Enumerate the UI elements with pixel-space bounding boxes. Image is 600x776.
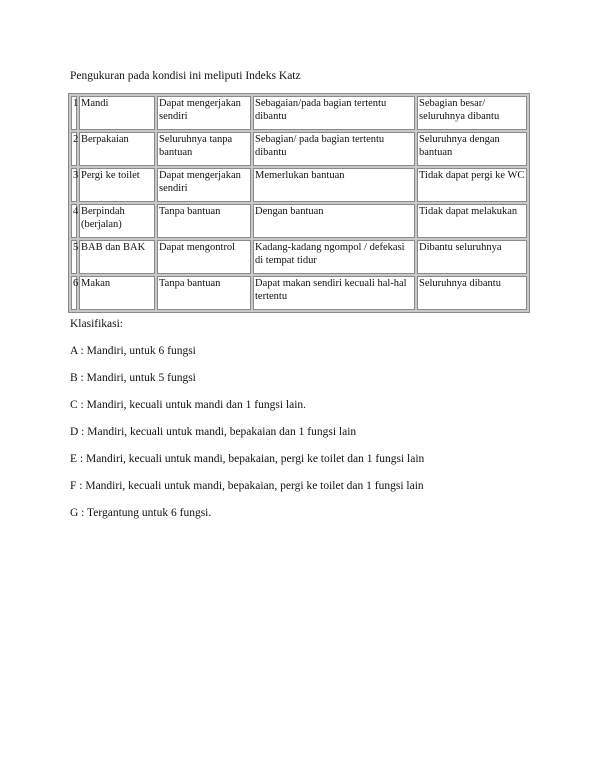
partial-help-level: Kadang-kadang ngompol / defekasi di tempat tidur: [253, 240, 415, 274]
partial-help-level: Sebagian/ pada bagian tertentu dibantu: [253, 132, 415, 166]
partial-help-level: Dapat makan sendiri kecuali hal-hal tertentu: [253, 276, 415, 310]
intro-text: Pengukuran pada kondisi ini meliputi Indeks Katz: [70, 70, 301, 82]
independent-level: Tanpa bantuan: [157, 276, 251, 310]
independent-level: Dapat mengerjakan sendiri: [157, 168, 251, 202]
activity-name: BAB dan BAK: [79, 240, 155, 274]
dependent-level: Dibantu seluruhnya: [417, 240, 527, 274]
klasifikasi-item: A : Mandiri, untuk 6 fungsi: [70, 345, 196, 357]
row-number: 3: [71, 168, 77, 202]
table-row: [71, 96, 527, 130]
independent-level: Seluruhnya tanpa bantuan: [157, 132, 251, 166]
table-row: [71, 240, 527, 274]
row-number: 4: [71, 204, 77, 238]
partial-help-level: Memerlukan bantuan: [253, 168, 415, 202]
row-number: 5: [71, 240, 77, 274]
dependent-level: Sebagian besar/ seluruhnya dibantu: [417, 96, 527, 130]
independent-level: Tanpa bantuan: [157, 204, 251, 238]
klasifikasi-item: C : Mandiri, kecuali untuk mandi dan 1 fungsi lain.: [70, 399, 307, 411]
activity-name: Mandi: [79, 96, 155, 130]
klasifikasi-item: D : Mandiri, kecuali untuk mandi, bepakaian dan 1 fungsi lain: [70, 426, 357, 438]
table-row: [71, 204, 527, 238]
independent-level: Dapat mengerjakan sendiri: [157, 96, 251, 130]
klasifikasi-item: G : Tergantung untuk 6 fungsi.: [70, 507, 212, 519]
klasifikasi-item: F : Mandiri, kecuali untuk mandi, bepakaian, pergi ke toilet dan 1 fungsi lain: [70, 480, 424, 492]
row-number: 6: [71, 276, 77, 310]
table-row: [71, 276, 527, 310]
dependent-level: Seluruhnya dibantu: [417, 276, 527, 310]
activity-name: Pergi ke toilet: [79, 168, 155, 202]
activity-name: Makan: [79, 276, 155, 310]
activity-name: Berpindah (berjalan): [79, 204, 155, 238]
activity-name: Berpakaian: [79, 132, 155, 166]
dependent-level: Tidak dapat melakukan: [417, 204, 527, 238]
klasifikasi-item: B : Mandiri, untuk 5 fungsi: [70, 372, 196, 384]
dependent-level: Tidak dapat pergi ke WC: [417, 168, 527, 202]
independent-level: Dapat mengontrol: [157, 240, 251, 274]
table-row: [71, 132, 527, 166]
dependent-level: Seluruhnya dengan bantuan: [417, 132, 527, 166]
row-number: 1: [71, 96, 77, 130]
row-number: 2: [71, 132, 77, 166]
partial-help-level: Sebagaian/pada bagian tertentu dibantu: [253, 96, 415, 130]
katz-index-table: [68, 93, 530, 313]
partial-help-level: Dengan bantuan: [253, 204, 415, 238]
klasifikasi-heading: Klasifikasi:: [70, 318, 124, 330]
klasifikasi-item: E : Mandiri, kecuali untuk mandi, bepakaian, pergi ke toilet dan 1 fungsi lain: [70, 453, 425, 465]
table-row: [71, 168, 527, 202]
